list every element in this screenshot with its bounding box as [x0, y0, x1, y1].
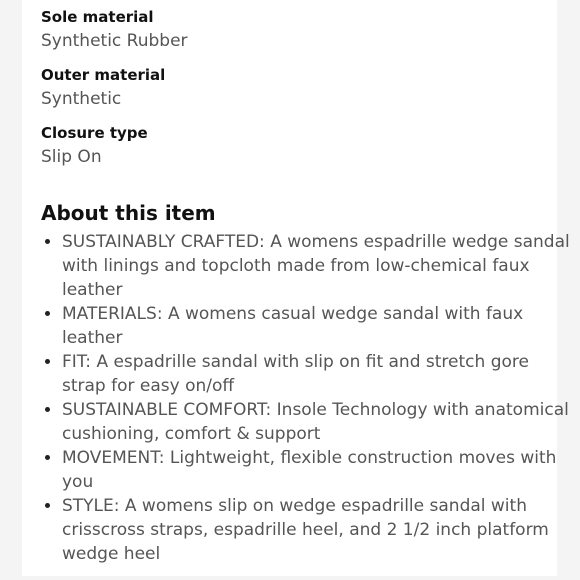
detail-label: Outer material	[41, 66, 166, 84]
about-bullet-list	[41, 230, 572, 566]
detail-closure-type	[41, 124, 148, 169]
bullet-style: • STYLE: A womens slip on wedge espadrille sandal with crisscross straps, espadrille heel, and 2 1/2 inch platform wedge heel	[62, 494, 572, 566]
product-details-card	[22, 0, 570, 576]
detail-outer-material	[41, 66, 165, 111]
detail-value: Synthetic Rubber	[41, 31, 188, 51]
detail-value: Synthetic	[41, 89, 122, 109]
detail-value: Slip On	[41, 147, 102, 167]
bullet-fit: • FIT: A espadrille sandal with slip on fit and stretch gore strap for easy on/off	[62, 350, 572, 398]
bullet-movement: • MOVEMENT: Lightweight, flexible construction moves with you	[62, 446, 572, 494]
about-section-title: About this item	[41, 201, 216, 225]
detail-label: Closure type	[41, 124, 148, 142]
bullet-sustainably-crafted: • SUSTAINABLY CRAFTED: A womens espadrille wedge sandal with linings and topcloth made from low-chemical faux leather	[62, 230, 572, 302]
bullet-materials: • MATERIALS: A womens casual wedge sandal with faux leather	[62, 302, 572, 350]
detail-label: Sole material	[41, 8, 154, 26]
bullet-sustainable-comfort: • SUSTAINABLE COMFORT: Insole Technology with anatomical cushioning, comfort & support	[62, 398, 572, 446]
detail-sole-material	[41, 8, 188, 53]
